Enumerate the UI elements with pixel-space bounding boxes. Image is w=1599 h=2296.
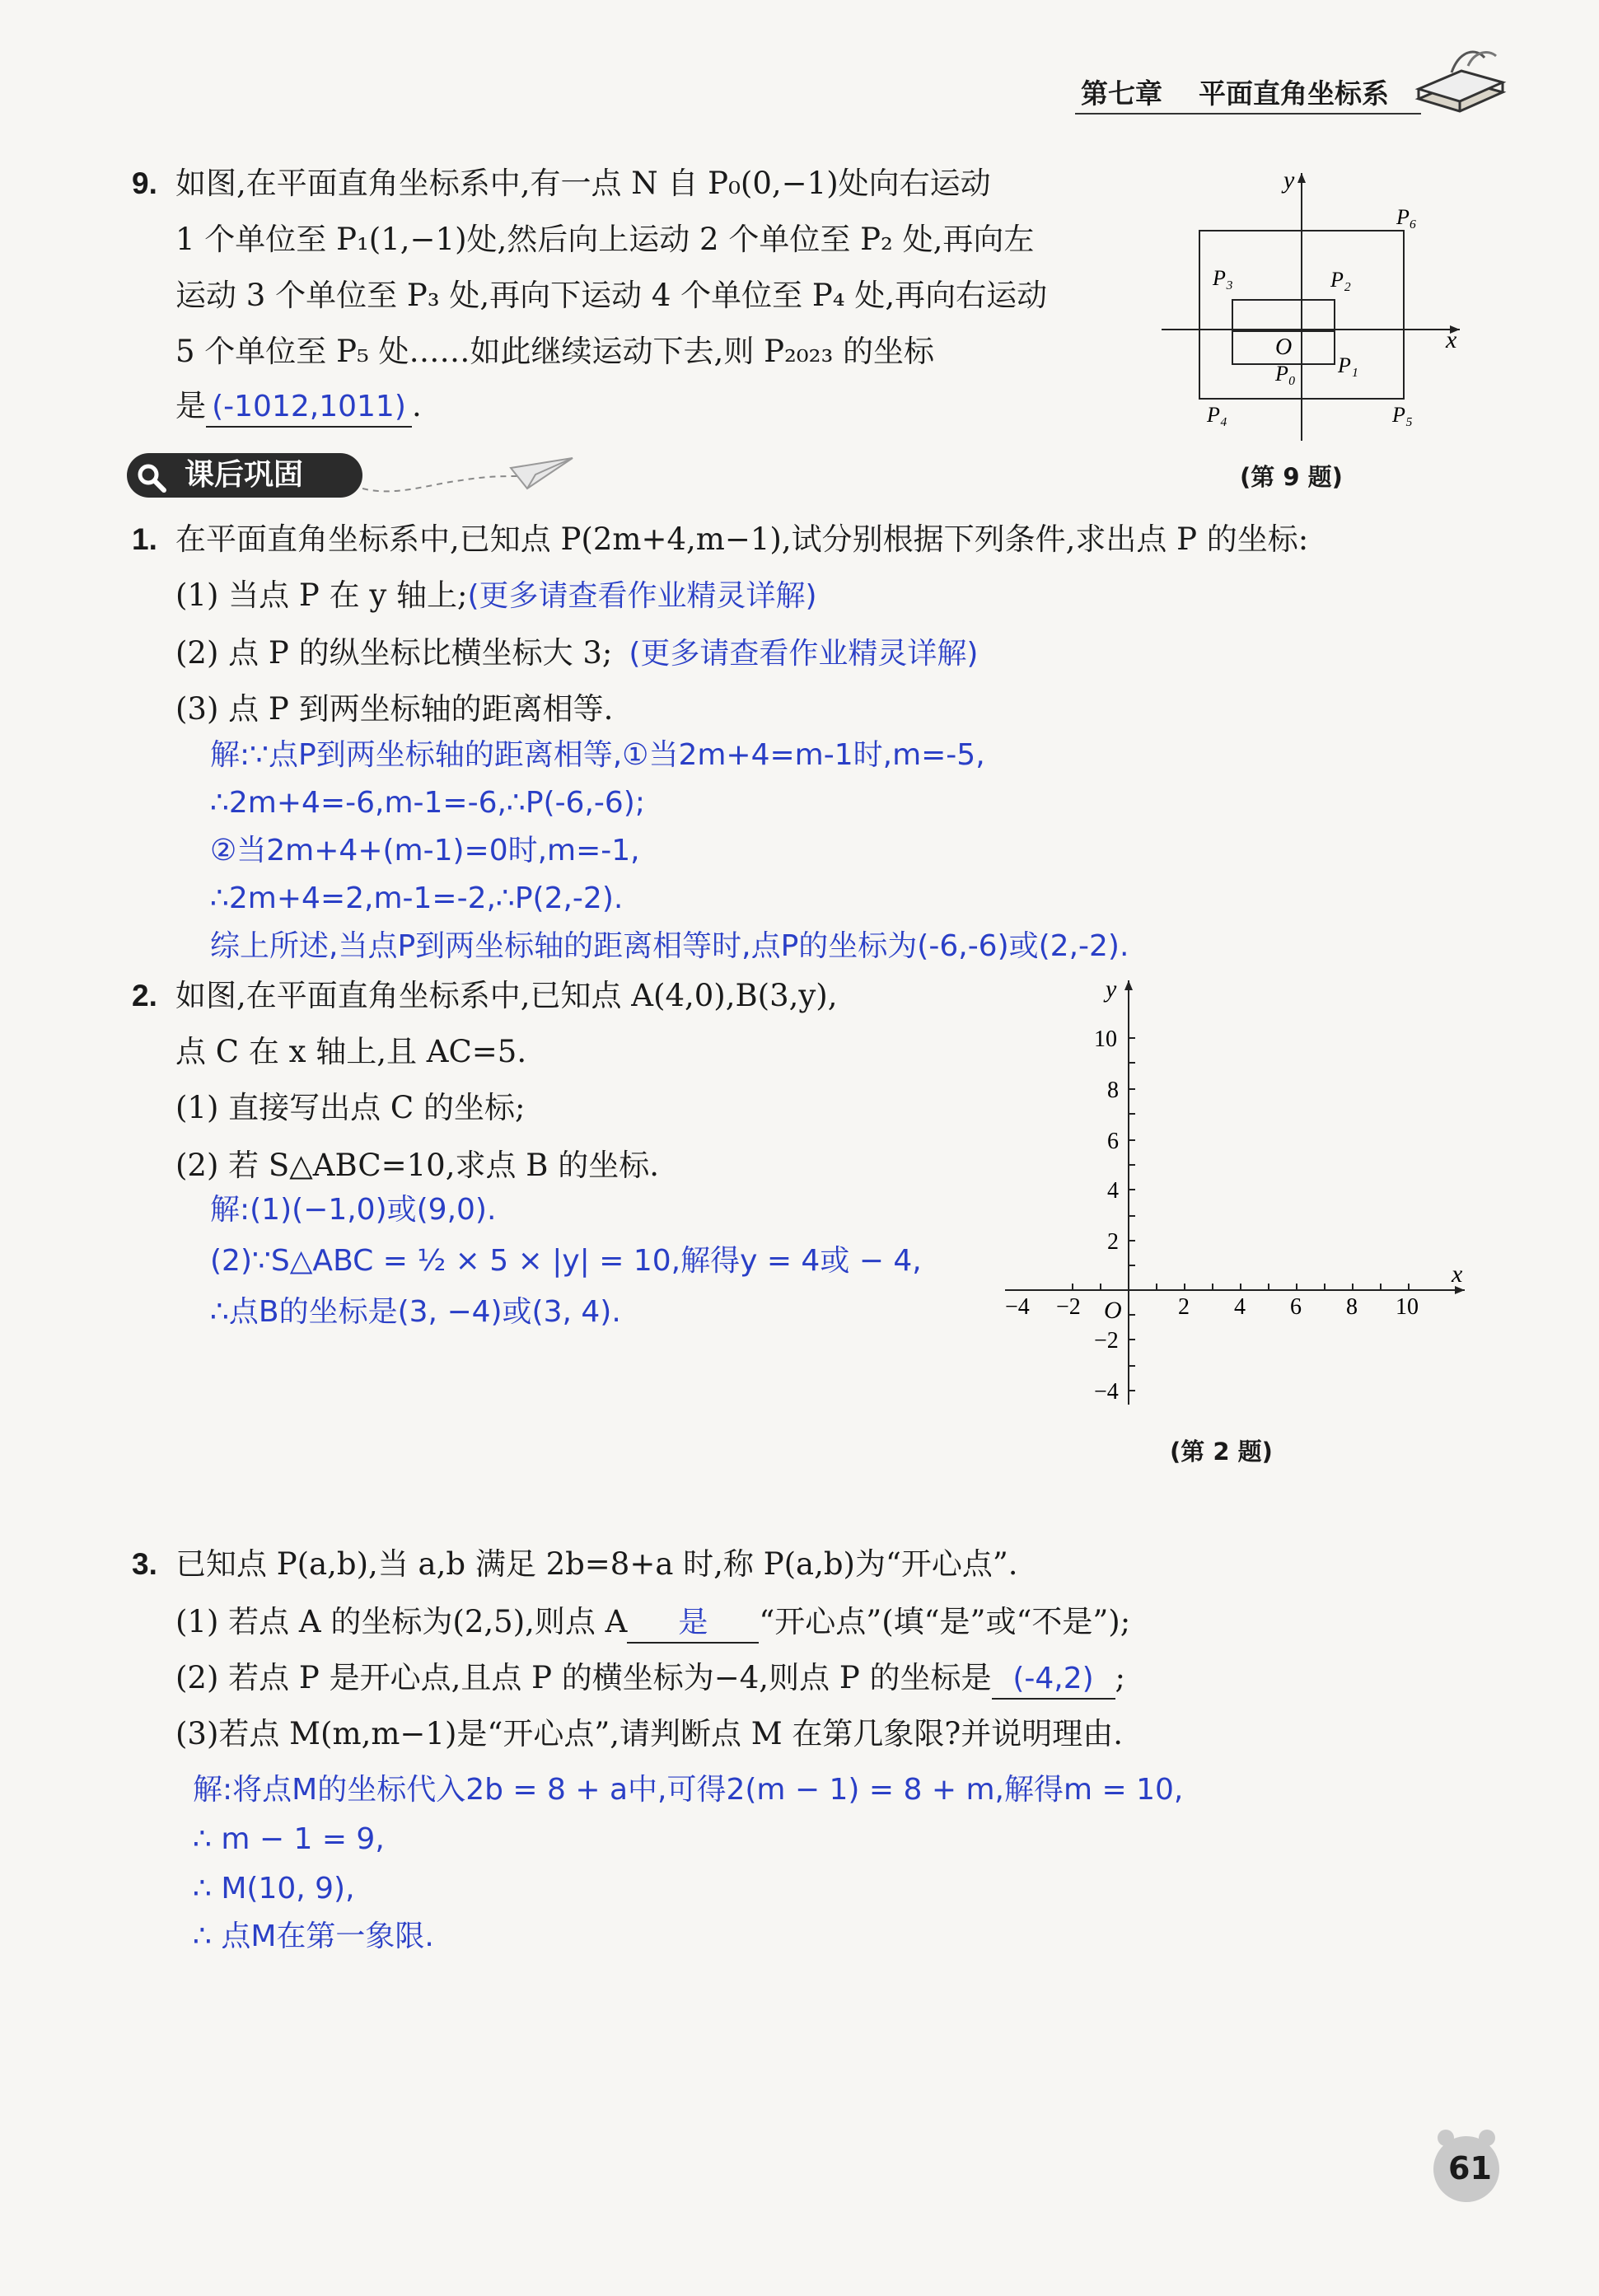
q2-solution-2: (2)∵S△ABC = ½ × 5 × |y| = 10,解得y = 4或 − 4, — [210, 1244, 922, 1278]
q9-p1-label: P₁ — [1338, 353, 1358, 377]
q2-y-label: y — [1106, 975, 1117, 1003]
q2-figure-caption: (第 2 题) — [1170, 1438, 1273, 1466]
q2-y-tick-neg2: −2 — [1094, 1328, 1119, 1354]
book-stack-icon — [1410, 41, 1509, 119]
paper-plane-icon — [362, 451, 577, 501]
q2-line-2: 点 C 在 x 轴上,且 AC=5. — [175, 1034, 527, 1069]
q2-origin-label: O — [1104, 1297, 1122, 1324]
q9-number: 9. — [132, 166, 157, 200]
q2-x-tick-neg4: −4 — [1005, 1294, 1030, 1320]
q9-line-3: 运动 3 个单位至 P₃ 处,再向下运动 4 个单位至 P₄ 处,再向右运动 — [175, 278, 1048, 313]
q2-x-tick-neg2: −2 — [1056, 1294, 1081, 1320]
q3-part3: (3)若点 M(m,m−1)是“开心点”,请判断点 M 在第几象限?并说明理由. — [175, 1716, 1123, 1751]
q1-solution-4: ∴2m+4=2,m-1=-2,∴P(2,-2). — [210, 881, 624, 915]
q2-x-tick-8: 8 — [1346, 1294, 1358, 1320]
q2-y-tick-10: 10 — [1094, 1026, 1117, 1052]
q9-answer-prefix: 是 — [175, 388, 206, 423]
q3-solution-3: ∴ M(10, 9), — [193, 1872, 355, 1906]
q2-x-tick-6: 6 — [1290, 1294, 1302, 1320]
q2-solution-3: ∴点B的坐标是(3, −4)或(3, 4). — [210, 1295, 621, 1329]
q1-part1-hint[interactable]: (更多请查看作业精灵详解) — [467, 579, 817, 613]
q1-part2-hint[interactable]: (更多请查看作业精灵详解) — [629, 637, 979, 671]
q2-x-tick-10: 10 — [1396, 1294, 1419, 1320]
q3-stem: 已知点 P(a,b),当 a,b 满足 2b=8+a 时,称 P(a,b)为“开心点”. — [175, 1546, 1018, 1582]
q9-p0-label: P₀ — [1275, 362, 1296, 386]
q9-figure — [1162, 165, 1475, 445]
q9-p5-label: P₅ — [1392, 403, 1413, 427]
header-rule — [1075, 113, 1421, 115]
q1-stem: 在平面直角坐标系中,已知点 P(2m+4,m−1),试分别根据下列条件,求出点 P 的坐标: — [175, 521, 1309, 557]
q9-y-label: y — [1283, 166, 1295, 194]
q9-line-5 — [175, 387, 422, 428]
q9-answer: (-1012,1011) — [206, 388, 412, 428]
q2-y-tick-neg4: −4 — [1094, 1379, 1119, 1405]
magnifier-icon — [135, 461, 168, 494]
q2-x-tick-2: 2 — [1178, 1294, 1190, 1320]
q9-line-4: 5 个单位至 P₅ 处……如此继续运动下去,则 P₂₀₂₃ 的坐标 — [175, 334, 935, 369]
q3-part1-prefix: (1) 若点 A 的坐标为(2,5),则点 A — [175, 1604, 628, 1639]
q2-x-label: x — [1452, 1260, 1463, 1288]
q2-y-tick-6: 6 — [1107, 1129, 1119, 1154]
q3-solution-2: ∴ m − 1 = 9, — [193, 1822, 385, 1856]
q1-part3: (3) 点 P 到两坐标轴的距离相等. — [175, 691, 614, 727]
q9-answer-suffix: . — [412, 388, 422, 423]
q1-solution-1: 解:∵点P到两坐标轴的距离相等,①当2m+4=m-1时,m=-5, — [210, 738, 985, 772]
q2-part2: (2) 若 S△ABC=10,求点 B 的坐标. — [175, 1148, 659, 1183]
q3-part2-suffix: ; — [1115, 1660, 1125, 1695]
q9-line-2: 1 个单位至 P₁(1,−1)处,然后向上运动 2 个单位至 P₂ 处,再向左 — [175, 222, 1035, 257]
q1-number: 1. — [132, 522, 157, 556]
q2-solution-1: 解:(1)(−1,0)或(9,0). — [210, 1193, 497, 1227]
q2-line-1: 如图,在平面直角坐标系中,已知点 A(4,0),B(3,y), — [175, 978, 838, 1013]
q3-part1 — [175, 1603, 1130, 1644]
q3-solution-1: 解:将点M的坐标代入2b = 8 + a中,可得2(m − 1) = 8 + m,解得m = 10, — [193, 1773, 1184, 1807]
q2-x-tick-4: 4 — [1234, 1294, 1246, 1320]
chapter-label: 第七章 — [1081, 77, 1162, 110]
chapter-title: 平面直角坐标系 — [1199, 77, 1389, 110]
q2-y-tick-8: 8 — [1107, 1078, 1119, 1103]
q2-part1: (1) 直接写出点 C 的坐标; — [175, 1090, 526, 1125]
q9-p3-label: P₃ — [1213, 266, 1233, 290]
q1-solution-5: 综上所述,当点P到两坐标轴的距离相等时,点P的坐标为(-6,-6)或(2,-2). — [210, 929, 1129, 963]
q9-p4-label: P₄ — [1207, 403, 1227, 427]
q3-number: 3. — [132, 1547, 157, 1581]
q1-part1 — [175, 577, 817, 615]
q3-part1-answer: 是 — [627, 1604, 759, 1644]
section-title: 课后巩固 — [185, 458, 304, 492]
q2-number: 2. — [132, 979, 157, 1012]
q1-part1-text: (1) 当点 P 在 y 轴上; — [175, 578, 468, 613]
page-number: 61 — [1448, 2150, 1492, 2186]
q3-part2-prefix: (2) 若点 P 是开心点,且点 P 的横坐标为−4,则点 P 的坐标是 — [175, 1660, 992, 1695]
q9-p6-label: P₆ — [1396, 205, 1417, 229]
q1-solution-3: ②当2m+4+(m-1)=0时,m=-1, — [210, 834, 640, 867]
q3-part1-suffix: “开心点”(填“是”或“不是”); — [759, 1604, 1131, 1639]
q9-line-1: 如图,在平面直角坐标系中,有一点 N 自 P₀(0,−1)处向右运动 — [175, 166, 991, 201]
q9-origin-label: O — [1275, 334, 1293, 360]
q9-x-label: x — [1446, 326, 1457, 353]
q9-figure-caption: (第 9 题) — [1240, 463, 1343, 491]
q2-y-tick-4: 4 — [1107, 1178, 1119, 1204]
q3-part2-answer: (-4,2) — [992, 1660, 1115, 1700]
q1-part2-text: (2) 点 P 的纵坐标比横坐标大 3; — [175, 635, 613, 671]
q2-y-tick-2: 2 — [1107, 1229, 1119, 1255]
q3-part2 — [175, 1659, 1125, 1700]
q9-p2-label: P₂ — [1330, 268, 1351, 292]
q1-part2 — [175, 634, 978, 673]
q1-solution-2: ∴2m+4=-6,m-1=-6,∴P(-6,-6); — [210, 786, 645, 820]
q2-coordinate-figure — [997, 972, 1475, 1417]
q3-solution-4: ∴ 点M在第一象限. — [193, 1920, 434, 1953]
